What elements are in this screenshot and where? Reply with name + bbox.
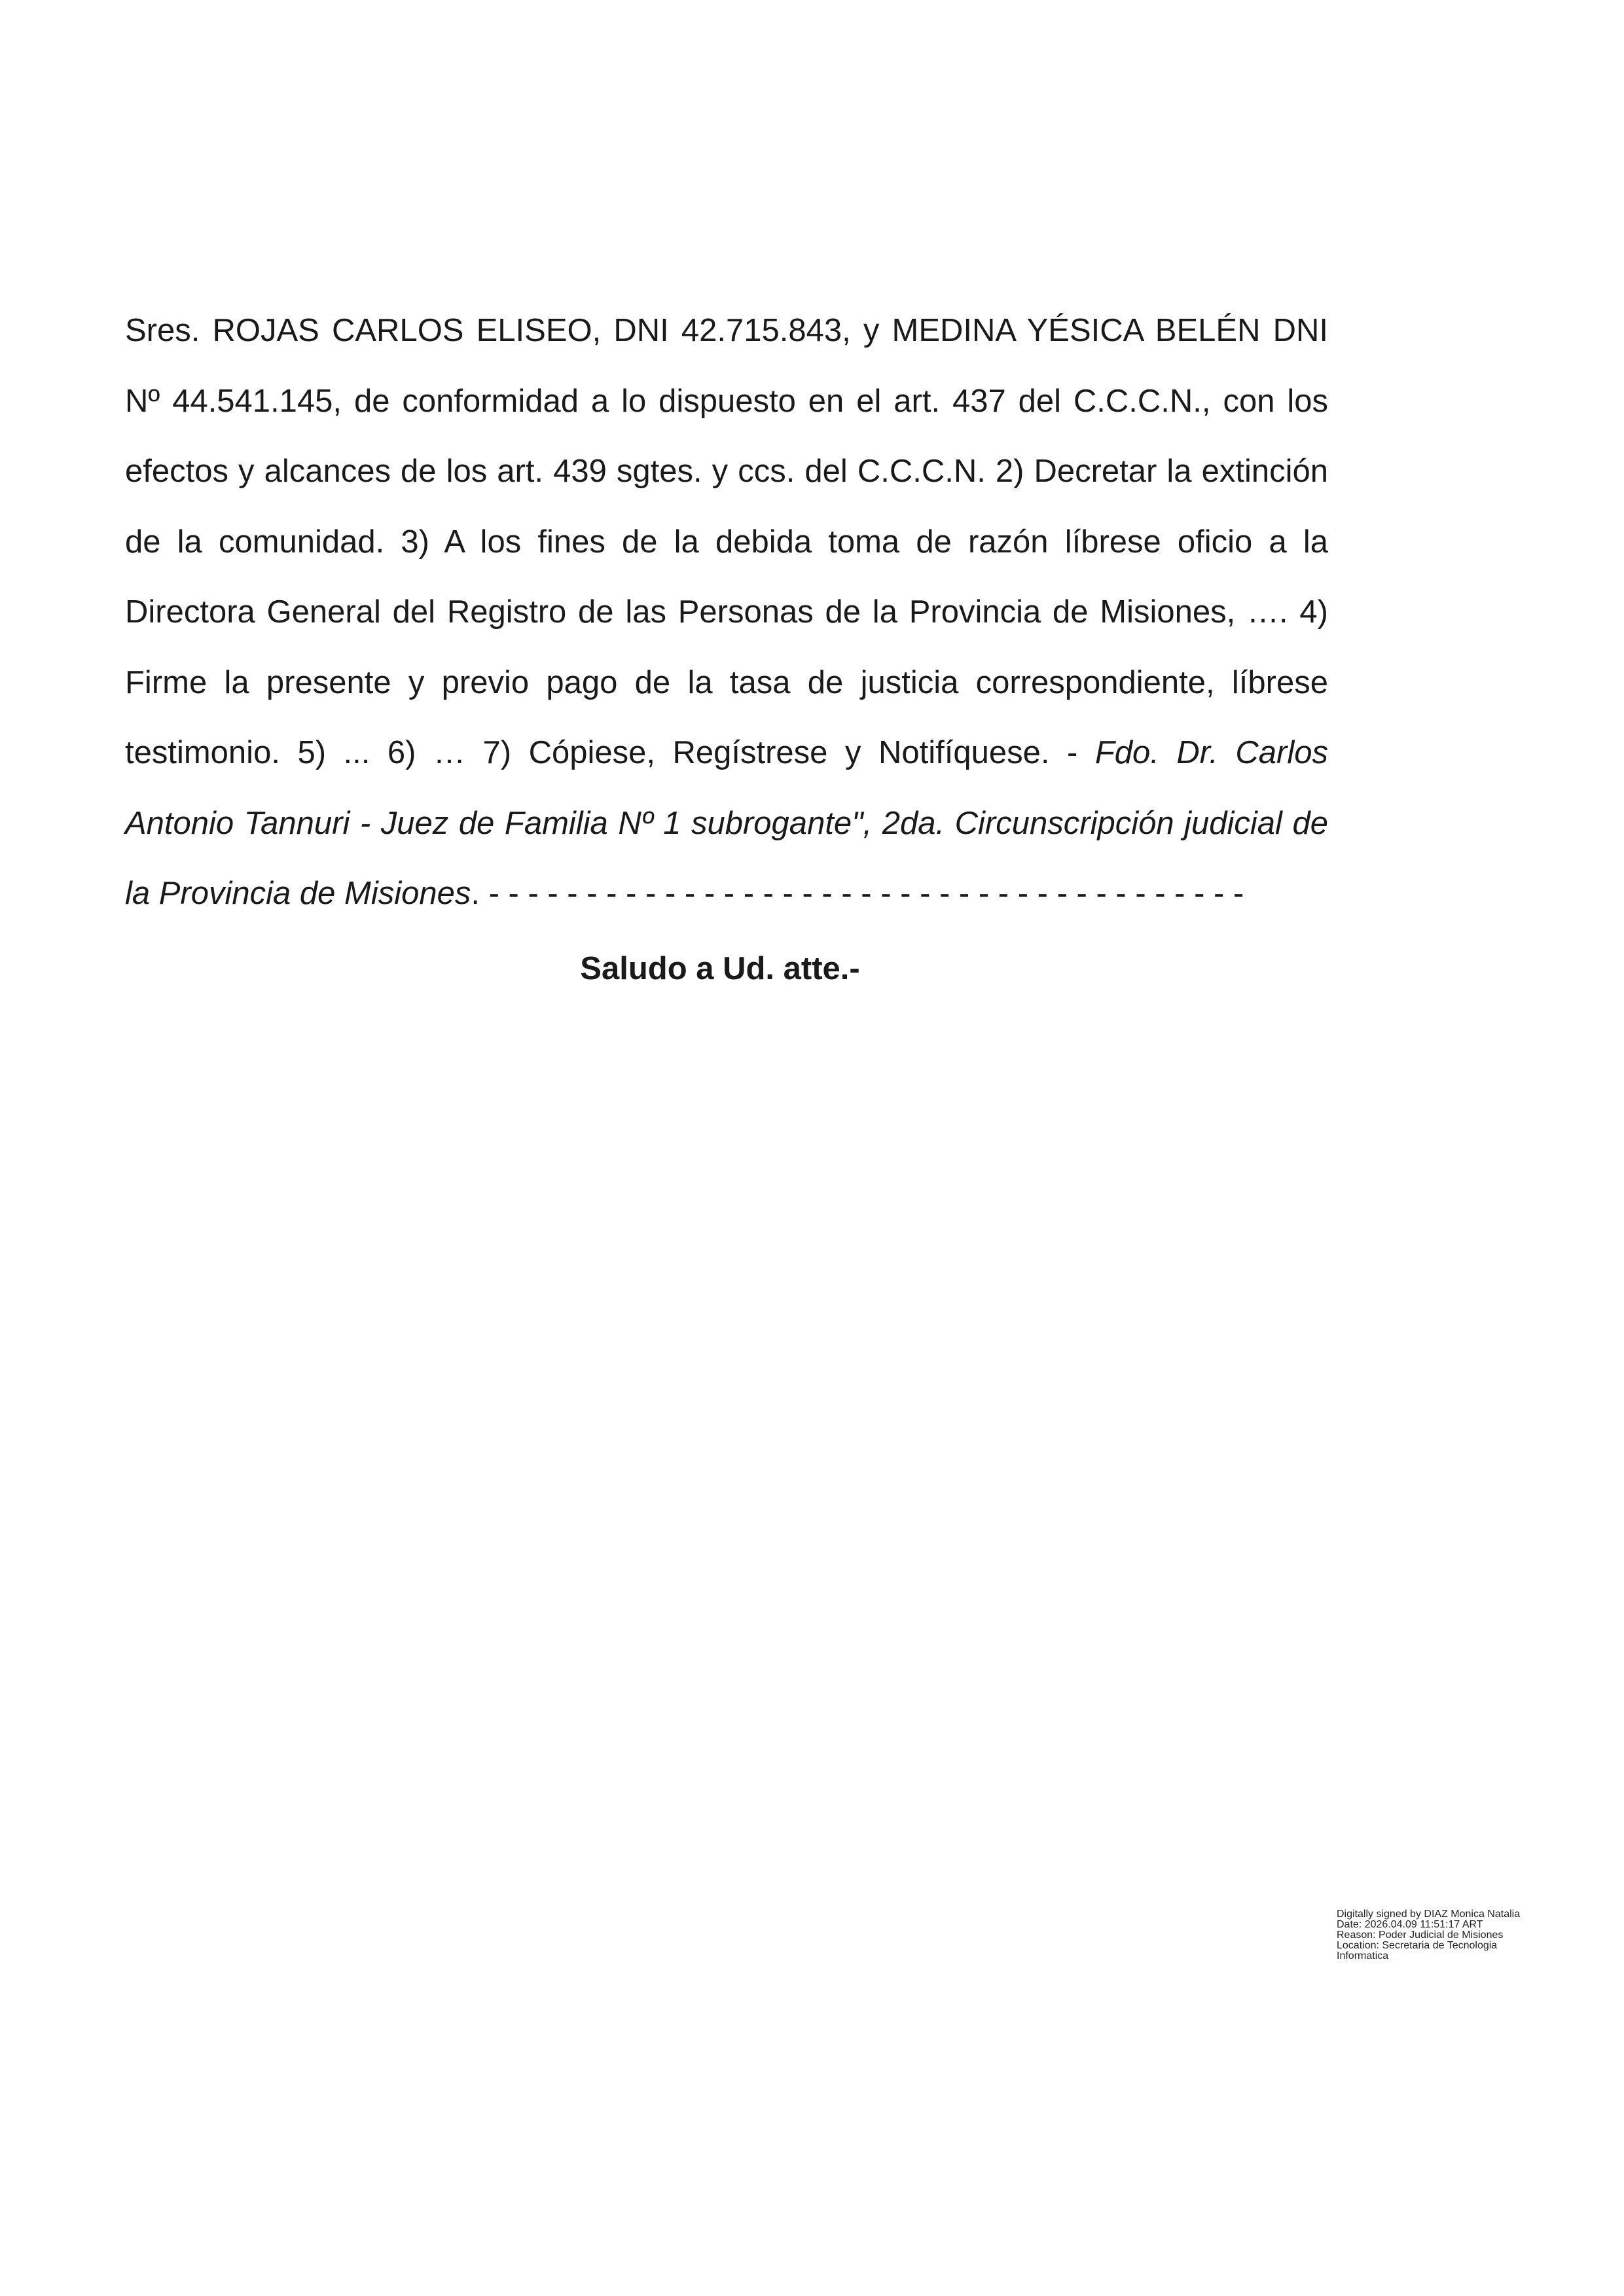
body-text-segment-1: Sres. ROJAS CARLOS ELISEO, DNI 42.715.843, y MEDINA YÉSICA BELÉN DNI Nº 44.541.145, de conformidad a lo dispuesto en el art. 437 del C.C.C.N., con los efectos y alcances de los art. 439 sgtes. y ccs. del C.C.C.N. 2) Decretar la extinción de la comunidad. 3) A los fines de la debida toma de razón líbrese oficio a la Directora General del Registro de las Personas de la Provincia de Misiones, …. 4) Firme la presente y previo pago de la tasa de justicia correspondiente, líbrese testimonio. 5) ... 6) … 7) Cópiese, Regístrese y Notifíquese. - — [125, 313, 1328, 770]
signature-location: Location: Secretaria de Tecnologia Informatica — [1337, 1940, 1498, 1962]
signature-reason: Reason: Poder Judicial de Misiones — [1337, 1929, 1504, 1941]
digital-signature-block — [1337, 1909, 1572, 1962]
body-text-dash-filler: . - - - - - - - - - - - - - - - - - - - - - - - - - - - - - - - - - - - - - - - — [471, 876, 1244, 911]
signature-date: Date: 2026.04.09 11:51:17 ART — [1337, 1919, 1483, 1930]
closing-salutation: Saludo a Ud. atte.- — [580, 951, 860, 986]
body-paragraph — [125, 296, 1328, 929]
signature-reference-italic: Fdo. Dr. Carlos Antonio Tannuri - Juez de Familia Nº 1 subrogante", 2da. Circunscripción judicial de la Provincia de Misiones — [125, 735, 1328, 911]
signature-signer: Digitally signed by DIAZ Monica Natalia — [1337, 1909, 1521, 1920]
